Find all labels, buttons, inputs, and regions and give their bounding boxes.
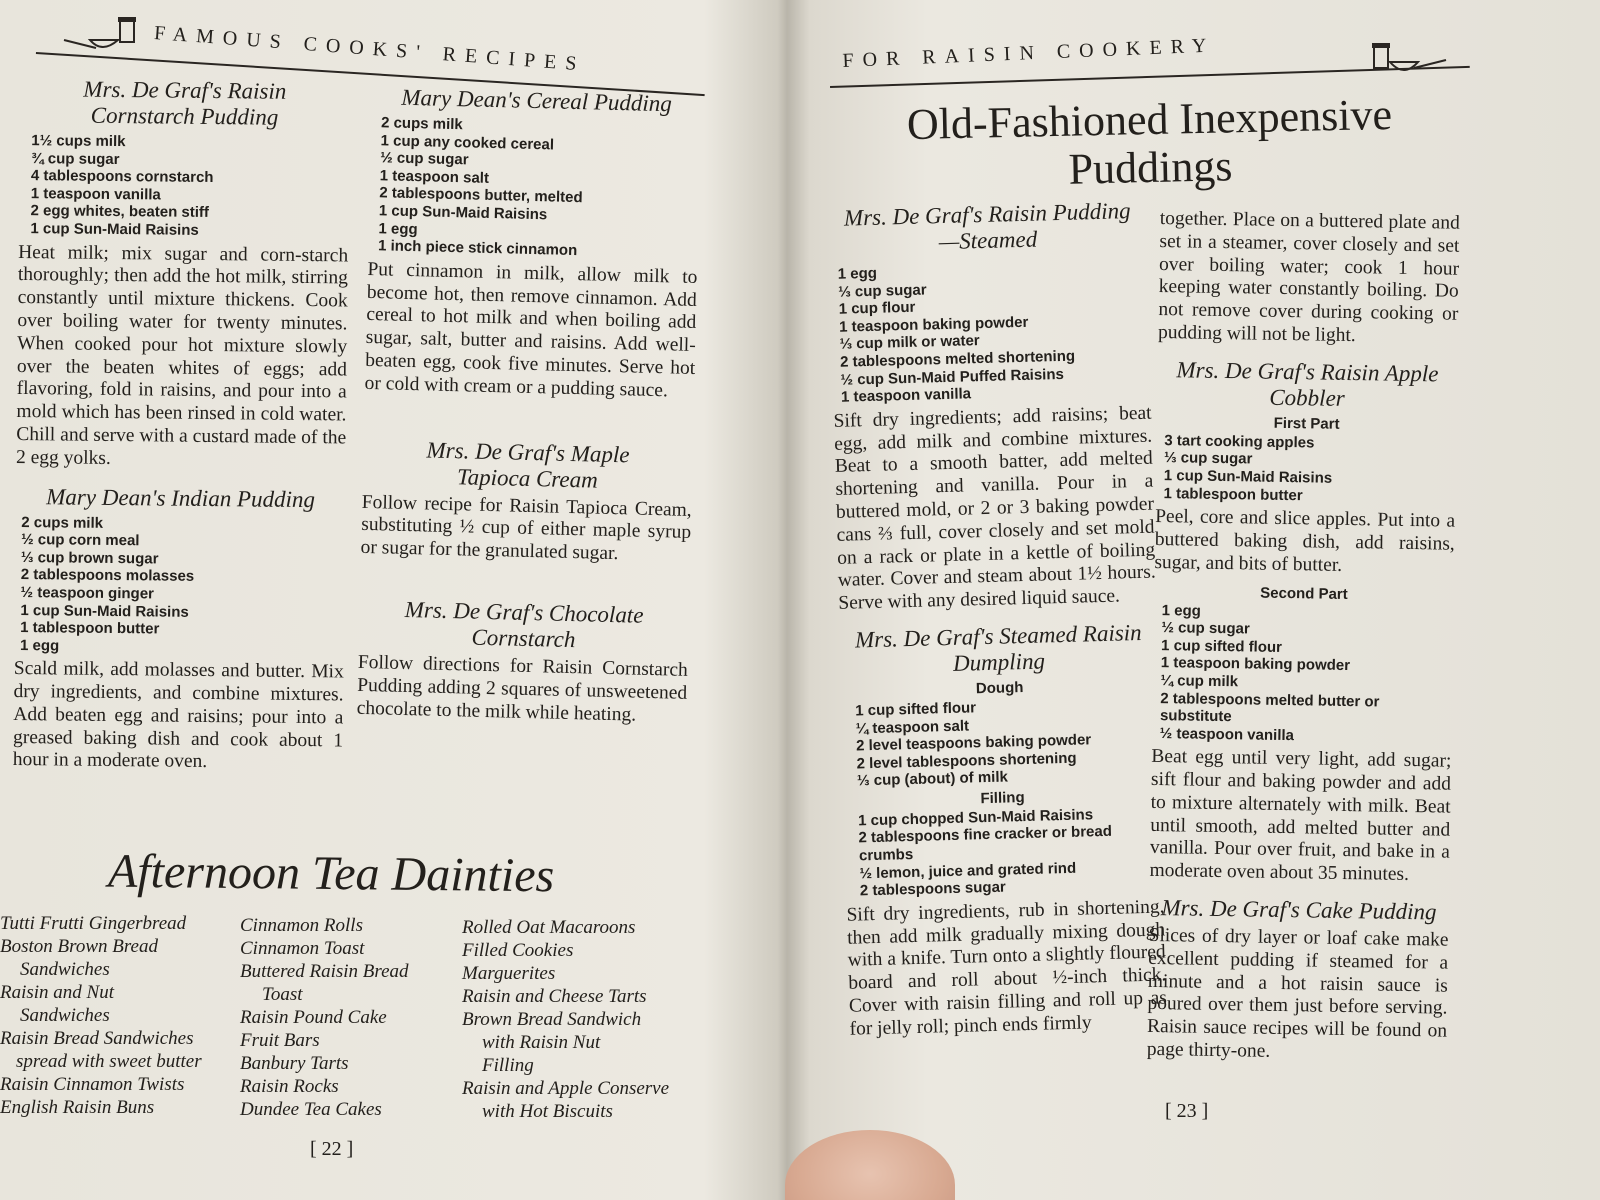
recipe-title	[19, 76, 350, 131]
title-line: —Steamed	[938, 226, 1038, 255]
tea-item: Banbury Tarts	[240, 1053, 349, 1074]
ingredient-list	[1155, 432, 1456, 507]
recipe-directions: Beat egg until very light, add sugar; sift flour and baking powder and add to mixture alternately with milk. Beat until smooth, add melted butter and vanilla. Pour over fruit, and bake in a moderate oven about 35 minutes.	[1149, 746, 1452, 886]
tea-item: Sandwiches	[20, 959, 110, 980]
right-column-1	[828, 198, 1168, 1042]
ingredient: ½ cup sugar	[379, 149, 469, 169]
ingredient: 1 egg	[837, 264, 878, 283]
ingredient: 2 level tablespoons shortening	[856, 749, 1077, 773]
ingredient-list	[1152, 601, 1454, 746]
title-line: Old-Fashioned Inexpensive	[906, 89, 1393, 150]
ingredient: ¾ cup sugar	[31, 149, 120, 168]
left-column-2	[356, 84, 701, 728]
ingredient-list	[368, 114, 701, 263]
ingredient: ½ lemon, juice and grated rind	[859, 859, 1077, 883]
tea-item: Raisin and Apple Conserve	[462, 1078, 670, 1099]
ingredient: ½ teaspoon vanilla	[1159, 724, 1295, 744]
ingredient: ½ teaspoon ginger	[20, 583, 155, 603]
tea-item: Buttered Raisin Bread	[240, 961, 409, 982]
recipe-directions: Slices of dry layer or loaf cake make excellent pudding if steamed for a minute and a hot raisin sauce is poured over them just before serving. Raisin sauce recipes will be found on page thirty-one.	[1146, 924, 1449, 1062]
ingredient: 1 egg	[378, 219, 418, 238]
ingredient: 2 level teaspoons baking powder	[855, 731, 1092, 755]
tea-item: Brown Bread Sandwich	[462, 1009, 642, 1030]
ingredient: 2 egg whites, beaten stiff	[30, 202, 210, 222]
title-line: Puddings	[1068, 141, 1233, 194]
tea-list-col-2	[240, 914, 409, 1121]
tea-item: Rolled Oat Macaroons	[462, 917, 636, 938]
ingredient: 1 teaspoon salt	[379, 167, 490, 187]
right-page	[780, 0, 1600, 1200]
ingredient: 3 tart cooking apples	[1164, 431, 1315, 452]
tea-item: Tutti Frutti Gingerbread	[0, 913, 187, 934]
ingredient: ½ cup sugar	[1161, 619, 1250, 638]
recipe-directions: Heat milk; mix sugar and corn-starch thoroughly; then add the hot milk, stirring constantly until mixture thickens. Cook over boiling water for twenty minutes. When cooked pour hot mixture slowly over the beaten whites of eggs; add flavoring, fold in raisins, and pour into a mold which has been rinsed in cold water. Chill and serve with a custard made of the 2 egg yolks.	[15, 241, 349, 469]
ingredient: 1 cup Sun-Maid Raisins	[30, 220, 199, 239]
ingredient: 1½ cups milk	[31, 132, 126, 151]
ingredient: 1 teaspoon baking powder	[1160, 654, 1351, 675]
running-header-right: FOR RAISIN COOKERY	[842, 34, 1216, 72]
tea-item: Marguerites	[462, 963, 556, 984]
ingredient: ½ cup Sun-Maid Puffed Raisins	[840, 365, 1065, 389]
ingredient-list	[18, 132, 349, 241]
recipe-directions: Peel, core and slice apples. Put into a buttered baking dish, add raisins, sugar, and bits of butter.	[1154, 506, 1456, 576]
ingredient: 1 cup any cooked cereal	[380, 131, 555, 154]
recipe-title	[362, 435, 693, 495]
title-line: Tapioca Cream	[456, 463, 599, 493]
ingredient: 1 inch piece stick cinnamon	[377, 237, 578, 260]
ingredient: 1 cup sifted flour	[855, 699, 977, 720]
ingredient: 1 cup Sun-Maid Raisins	[1163, 467, 1333, 487]
recipe-title: Mary Dean's Indian Pudding	[46, 483, 316, 512]
afternoon-tea-heading: Afternoon Tea Dainties	[107, 844, 555, 903]
tea-item: Cinnamon Toast	[240, 938, 365, 959]
tea-item: Filled Cookies	[462, 940, 574, 961]
ingredient: ¼ cup milk	[1160, 671, 1239, 691]
ingredient: 1 teaspoon baking powder	[838, 313, 1029, 336]
recipe-directions: Scald milk, add molasses and butter. Mix dry ingredients, and combine mixtures. Add beaten egg and raisins; pour into a greased baking dish and cook about 1 hour in a moderate oven.	[12, 658, 344, 773]
ingredient-list	[841, 694, 1161, 790]
ingredient: ⅓ cup sugar	[838, 281, 927, 301]
ingredient: 1 cup flour	[838, 298, 916, 318]
tea-item: Dundee Tea Cakes	[240, 1099, 382, 1120]
title-line: Mrs. De Graf's Raisin Apple	[1176, 357, 1439, 387]
page-number: [ 23 ]	[1165, 1100, 1209, 1122]
title-line: Mrs. De Graf's Raisin	[83, 76, 287, 104]
ingredient: 1 cup chopped Sun-Maid Raisins	[857, 806, 1094, 830]
ingredient: 2 tablespoons molasses	[20, 566, 195, 586]
ingredient: 1 tablespoon butter	[20, 619, 160, 638]
running-header-left: FAMOUS COOKS' RECIPES	[153, 22, 587, 76]
left-column-1	[13, 76, 350, 776]
ingredient: 2 tablespoons sugar	[859, 878, 1006, 900]
title-line: Mrs. De Graf's Steamed Raisin	[854, 619, 1142, 653]
ingredient: 1 tablespoon butter	[1163, 484, 1303, 504]
ingredient: ⅓ cup milk or water	[839, 332, 980, 354]
recipe-directions: Sift dry ingredients, rub in shortening, then add milk gradually mixing dough with a knife. Turn onto a slightly floured board and roll about ½-inch thick. Cover with raisin filling and roll up as for jelly roll; pinch ends firmly	[846, 896, 1168, 1040]
recipe-title	[839, 619, 1158, 679]
recipe-directions: Put cinnamon in milk, allow milk to become hot, then remove cinnamon. Add cereal to hot milk and when boiling add sugar, salt, butter and raisins. Add well-beaten egg, cook five minutes. Serve hot or cold with cream or a pudding sauce.	[364, 258, 698, 402]
ingredient: ½ cup corn meal	[21, 531, 140, 550]
title-line: Cornstarch	[471, 624, 576, 653]
kitchen-utensils-icon	[1370, 38, 1448, 80]
section-label: Dough	[975, 678, 1024, 698]
tea-item: Fruit Bars	[240, 1030, 320, 1051]
tea-item: Raisin and Cheese Tarts	[462, 986, 647, 1007]
ingredient: 1 teaspoon vanilla	[840, 385, 972, 406]
tea-list-col-3	[462, 916, 669, 1123]
section-label: Second Part	[1260, 584, 1348, 603]
left-page	[0, 0, 770, 1200]
recipe-directions: Follow recipe for Raisin Tapioca Cream, substituting ½ cup of either maple syrup or sugar for the granulated sugar.	[360, 491, 692, 565]
ingredient: 2 cups milk	[21, 513, 104, 532]
ingredient: 1 teaspoon vanilla	[30, 184, 161, 204]
ingredient: 4 tablespoons cornstarch	[30, 167, 214, 187]
ingredient: ¼ teaspoon salt	[855, 717, 970, 737]
tea-item: Boston Brown Bread	[0, 936, 158, 957]
ingredient-list	[830, 258, 1152, 407]
tea-item: Raisin Bread Sandwiches	[0, 1028, 194, 1049]
ingredient: ⅓ cup (about) of milk	[856, 768, 1009, 790]
tea-list-col-1	[0, 912, 202, 1119]
title-line: Mrs. De Graf's Maple	[426, 436, 630, 467]
section-label: Filling	[980, 788, 1025, 808]
kitchen-utensils-icon	[62, 14, 140, 54]
ingredient: 2 tablespoons melted shortening	[839, 347, 1076, 371]
tea-item: spread with sweet butter	[16, 1051, 202, 1072]
tea-item: Sandwiches	[20, 1005, 110, 1026]
ingredient: 1 cup Sun-Maid Raisins	[378, 202, 548, 224]
ingredient: 1 cup sifted flour	[1160, 636, 1283, 656]
tea-item: Raisin Cinnamon Twists	[0, 1074, 185, 1095]
tea-item: Raisin Pound Cake	[240, 1007, 387, 1028]
title-line: Cobbler	[1269, 384, 1345, 411]
recipe-title: Mary Dean's Cereal Pudding	[401, 84, 673, 117]
ingredient-list	[844, 804, 1164, 900]
tea-item: Raisin Rocks	[240, 1076, 339, 1097]
recipe-title	[358, 596, 689, 656]
title-line: Mrs. De Graf's Raisin Pudding	[843, 198, 1131, 231]
ingredient: 2 tablespoons fine cracker or bread crumbs	[858, 823, 1113, 865]
section-label: First Part	[1273, 414, 1340, 433]
ingredient: 1 egg	[1161, 601, 1202, 620]
ingredient-list	[14, 514, 345, 658]
ingredient: 2 cups milk	[380, 114, 463, 134]
title-line: Cornstarch Pudding	[90, 102, 279, 130]
recipe-title	[828, 198, 1147, 258]
recipe-title	[1157, 357, 1458, 414]
page-number: [ 22 ]	[310, 1138, 354, 1160]
tea-item: with Hot Biscuits	[482, 1101, 613, 1122]
recipe-directions: Follow directions for Raisin Cornstarch Pudding adding 2 squares of unsweetened chocolate to the milk while heating.	[356, 651, 689, 726]
tea-item: Filling	[482, 1055, 534, 1076]
ingredient: 2 tablespoons butter, melted	[379, 184, 583, 207]
ingredient: ⅓ cup brown sugar	[20, 548, 159, 568]
tea-item: Raisin and Nut	[0, 982, 115, 1003]
tea-item: Cinnamon Rolls	[240, 915, 363, 936]
page-title	[839, 90, 1461, 199]
ingredient: 1 cup Sun-Maid Raisins	[20, 601, 189, 621]
ingredient: 2 tablespoons melted butter or substitute	[1159, 689, 1380, 726]
tea-item: Toast	[262, 984, 303, 1005]
tea-item: English Raisin Buns	[0, 1097, 155, 1118]
title-line: Dumpling	[952, 648, 1046, 676]
ingredient: 1 egg	[19, 636, 60, 655]
ingredient: ⅓ cup sugar	[1163, 449, 1253, 468]
right-column-2	[1147, 208, 1460, 1066]
tea-item: with Raisin Nut	[482, 1032, 601, 1053]
recipe-directions-continued: together. Place on a buttered plate and set in a steamer, cover closely and set over boiling water; cook 1 hour keeping water constantly boiling. Do not remove cover during cooking or pudding will not be light.	[1157, 208, 1460, 347]
recipe-title: Mrs. De Graf's Cake Pudding	[1161, 895, 1437, 925]
title-line: Mrs. De Graf's Chocolate	[404, 596, 644, 628]
recipe-directions: Sift dry ingredients; add raisins; beat egg, add milk and combine mixtures. Beat to a smooth batter, add melted shortening and vanilla. Pour in a buttered mold, or 2 or 3 baking powder cans ⅔ full, cover closely and set mold on a rack or plate in a kettle of boiling water. Cover and steam about 1½ hours. Serve with any desired liquid sauce.	[833, 402, 1156, 614]
